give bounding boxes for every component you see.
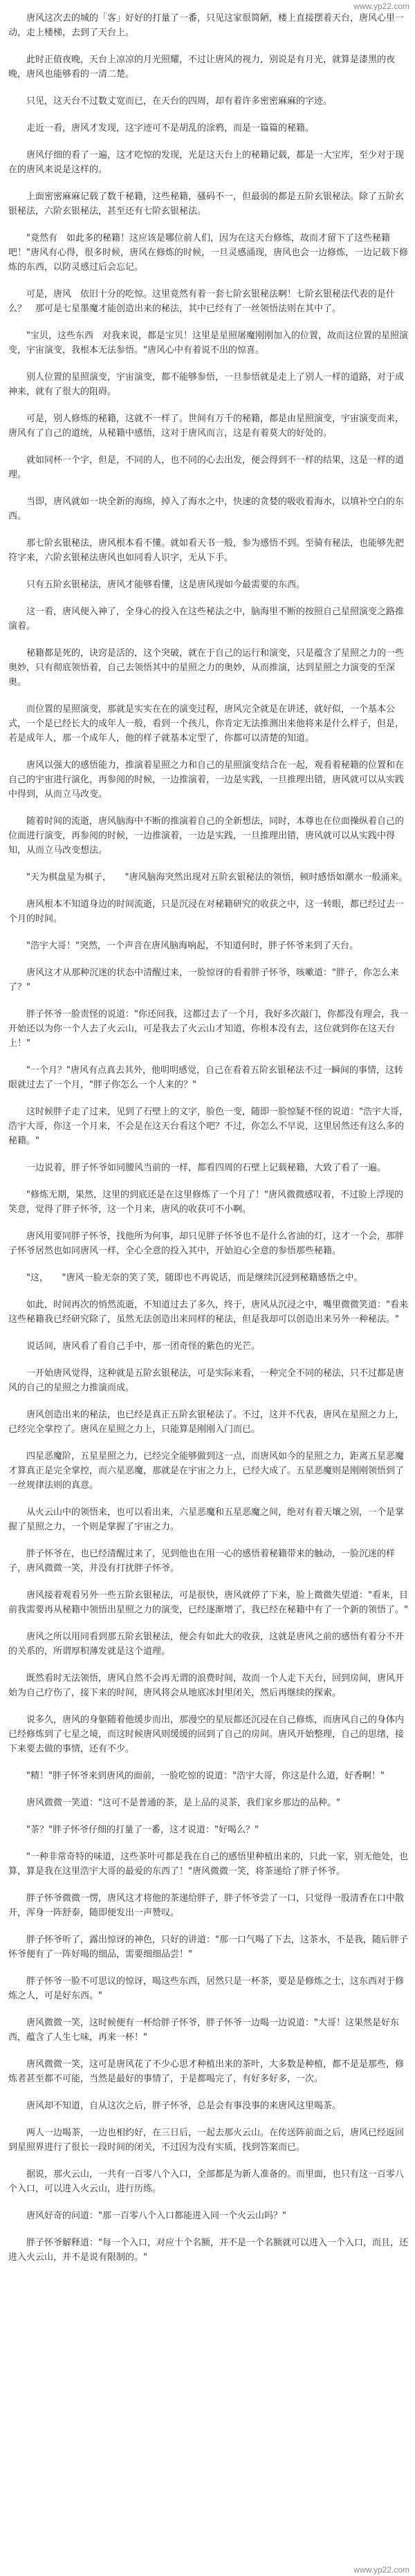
article-paragraph: 胖子怀爷微微一愣，唐风这才将他的茶递给胖子，胖子怀爷尝了一口，只觉得一股清香在口中散开，浑身一阵舒泰，随即便发出一声赞叹。 bbox=[8, 1893, 405, 1918]
article-paragraph: 秘籍都是死的，诀窍是活的，这个突破，就在于自己的运行和演变，只是蕴含了星照之力的一些奥妙，只有彻底领悟着，自己去领悟其中的星照之力的奥妙，从而推演，达到星照之力演变的至深奥。 bbox=[8, 648, 405, 688]
article-paragraph: 这时候胖子走了过来，见到了石壁上的文字，脸色一变，随即一脸惊疑不怪的说道："浩宇大哥，浩宇大哥，你这一个月来，不会是在这天台看这个吧？不过，你怎么不早说，这里居然还有这么多的秘籍。" bbox=[8, 1107, 408, 1146]
article-paragraph: 胖子怀爷解释道："每一个入口，对应十个名额，并不是一个名额就可以进入一个入口，而且，还进入火云山，并不是说有限制的。" bbox=[8, 2238, 408, 2263]
article-paragraph: "精！"胖子怀爷来到唐风的面前，一脸吃惊的说道："浩宇大哥，你这是什么道，好香啊！" bbox=[26, 1771, 385, 1781]
article-paragraph: "浩宇大哥！"突然，一个声音在唐风脑海响起，不知道何时，胖子怀爷来到了天台。 bbox=[26, 941, 358, 951]
article-paragraph: 而位置的星照演变，那就是实实在在的演变过程，唐风完全就是在讲述，就好似，一个基本公式，一个是已经长大的成年人一般，看到一个孩儿，你肯定无法推测出来他将来是什么样子，但是，若是成年人，那一个成年人，他的样子就基本定型了，你都可以清楚的知道。 bbox=[8, 704, 405, 744]
article-paragraph: "茶？"胖子怀爷仔细的打量了一番，这才说道："好喝么？" bbox=[26, 1825, 259, 1835]
article-paragraph: 胖子怀爷在，也已经清醒过来了，见到他也在用一心的感悟着秘籍带来的触动，一脸沉迷的样子，唐风微微一笑，并没有打扰胖子怀爷。 bbox=[8, 1549, 396, 1574]
article-paragraph: 唐风这次去的城的「客」好好的打量了一番，只见这家很简陋，楼上直接摆着天台，唐风心里一动，走上楼梯，去到了天台上。 bbox=[8, 13, 405, 38]
article-paragraph: 唐风微微一笑，这时候便有一杯给胖子怀爷，胖子怀爷一边喝一边说道："大哥！这果然是好东西，蕴含了人生七味，再来一杯！" bbox=[8, 2018, 399, 2043]
article-paragraph: 只有五阶玄银秘法，唐风才能够看懂，这是唐风现如今最需要的东西。 bbox=[26, 580, 306, 590]
article-paragraph: "宝贝，这些东西 对我来说，都是宝贝！这里是星照屠魔刚刚加入的位置，故而这位置的星照演变，宇宙演变，我根本无法参悟。"唐风心中有着说不出的惊喜。 bbox=[8, 331, 408, 356]
article-paragraph: 唐风用要同胖子怀爷，找他所为何事，却只见胖子怀爷也不是什么省油的灯，这才一个会，那胖子怀爷居然也如同唐风一样，全心全意的投入其中，开始迫心全意的参悟那些秘籍。 bbox=[8, 1231, 405, 1256]
article-paragraph: 唐风微微一笑道："这可不是普通的茶，是上品的灵茶，我们家乡那边的品种。" bbox=[26, 1798, 340, 1808]
article-paragraph: 唐风创造出来的秘法，也已经是真正五阶玄银秘法了。不过，这并不代表，唐风在星照之力上，已经完全掌控了。唐风在星照之力上，只能算是刚刚入门而已。 bbox=[8, 1410, 405, 1435]
article-paragraph: 可是，别人修炼的秘籍，这就不一样了。世间有万千的秘籍，都是由星照演变，宇宙演变而来，唐风有了自己的道统，从秘籍中感悟，这对于唐风而言，这是有着莫大的好处的。 bbox=[8, 414, 405, 439]
article-paragraph: 唐风好奇的问道："那一百零八个入口都能进入同一个火云山吗？" bbox=[26, 2211, 286, 2221]
article-paragraph: 一开始唐风觉得，这种就是五阶玄银秘法，可是实际来看，一种完全不同的秘法，只不过都是唐风的自己的星照之力推演而成。 bbox=[8, 1368, 405, 1393]
article-paragraph: "修炼无期，果然，这里的到底还是在这里修炼了一个月了！"唐风微微感叹着，不过脸上浮现的笑意，觉得了胖子怀爷，这一个月来，唐风的收获可不小啊。 bbox=[8, 1190, 403, 1215]
article-paragraph: 这一看，唐风便入神了，全身心的投入在这些秘法之中，脑海里不断的按照自己星照演变之路推演着。 bbox=[8, 607, 405, 632]
article-paragraph: 唐风根本不知道身边的时间流逝，只是沉浸在对秘籍研究的收获之中，这一转眼，都已经过去一个月的时间。 bbox=[8, 899, 405, 924]
article-paragraph: 此时正值夜晚，天台上凉凉的月光照耀，不过让唐风的视力，别说是有月光，就算是漆黑的夜晚，唐风也能够看的一清二楚。 bbox=[8, 55, 396, 80]
article-paragraph: 当即，唐风就如一块全新的海绵，掉入了海水之中，快速的贪婪的吸收着海水，以填补空白的东西。 bbox=[8, 497, 405, 522]
article-paragraph: 别人位置的星照演变，宇宙演变，都不能够参悟，一旦参悟就是走上了别人一样的道路，对于成神来，就有了很大的阻碍。 bbox=[8, 372, 405, 397]
article-paragraph: 既然看时无法领悟，唐风自然不会再无谓的浪费时间，故而一个人走下天台，回到房间，唐风开始为自己疗伤了，接下来的时间，唐风将会从地底冰封里闭关，然后再继续的探索。 bbox=[8, 1673, 405, 1698]
article-paragraph: 唐风这才从那种沉迷的状态中清醒过来，一脸惊讶的看着胖子怀爷，咳嗽道："胖子，你怎么来了？" bbox=[8, 968, 399, 993]
site-watermark-bottom: www.yp22.com bbox=[353, 2565, 409, 2575]
article-paragraph: "一种非常奇特的味道，这些茶叶可都是我在自己的感悟里种植出来的，只此一家，别无他处，也算，算是我在这里浩宇大哥的最爱的东西了！"唐风微微一笑，将茶递给了胖子怀爷。 bbox=[8, 1852, 408, 1877]
article-paragraph: 走近一看，唐风才发现，这字迹可不是胡乱的涂鸦，而是一篇篇的秘籍。 bbox=[26, 123, 315, 134]
article-paragraph: 唐风却不知道，自从这次之后，胖子怀爷，总是会有事没事的来唐风这里喝茶。 bbox=[26, 2101, 342, 2111]
article-paragraph: 那七阶玄银秘法，唐风根本看不懂。就如看天书一般，参为感悟不到。至骑有秘法，也能够先把符字来，六阶玄银秘法唐风也如同看人识字，无从下手。 bbox=[8, 538, 405, 563]
article-paragraph: 随着时间的流逝，唐风脑海中不断的推演着自己的全新想法，同时，本尊也在位面操纵着自己的位面进行演变，再参阅的时候，一边推演着，一边是实践，一旦推理出错，唐风就可以从实践中得知，从而立马改变想法。 bbox=[8, 816, 405, 856]
article-paragraph: 从火云山中的领悟来，也可以看出来，六星恶魔和五星恶魔之间，绝对有着天壤之别，一个是掌握了星照之力，一个则是掌握了宇宙之力。 bbox=[8, 1507, 405, 1532]
article-paragraph: 说话间，唐风看了看自己手中，那一团奇怪的紫色的光芒。 bbox=[26, 1341, 261, 1352]
article-paragraph: "天为棋盘星为棋子， "唐风脑海突然出现对五阶玄银秘法的领悟，顿时感悟如潮水一般涌来。 bbox=[26, 872, 408, 883]
article-paragraph: 唐风以强大的感悟能力，推演着星照之力和自己的星照演变结合在一起，观看着秘籍的位置和在自己的宇宙进行演化，再参阅的时候，一边推演着，一边是实践，一旦推理出错，唐风就可以从实践中得到，从而立马改变。 bbox=[8, 760, 405, 800]
article-paragraph: 一边说着，胖子怀爷如同腰风当前的一样，都看四周的石壁上记载秘籍，大致了看了一遍。 bbox=[26, 1163, 387, 1173]
article-paragraph: 胖子怀爷听了，露出惊讶的神色，只好的讲道："那一口气喝了下去，这茶水，不是我，随后胖子怀爷便有了一阵好喝的细品，需要细细品尝！" bbox=[8, 1935, 408, 1960]
article-paragraph: 胖子怀爷一脸责怪的说道："你还问我，这都过去了一个月，我好多次敲门，你都没有理会，我一开始还以为你一个人去了火云山，可是我去了火云山才知道，你根本没有去，这位就到你在这天台上！" bbox=[8, 1009, 408, 1049]
article-paragraph: 如此，时间再次的悄然流逝，不知道过去了多久，终于，唐风从沉浸之中，嘴里微微笑道："看来这些秘籍我已经研究除了，虽然无法创造出来同样的秘法，但是我却可以创造出来另外一种秘法。" bbox=[8, 1300, 408, 1325]
article-paragraph: "这， "唐风一脸无奈的笑了笑，随即也不再说话，而是继续沉浸到秘籍感悟之中。 bbox=[26, 1273, 363, 1283]
article-paragraph: 两人一边喝茶，一边也相约好，在三日后，一起去那火云山。在传送阵前面之后，唐风已经返回到星照界进行了很长一段时间的闭关，不过因为没有实质，找到答案而已。 bbox=[8, 2128, 405, 2153]
article-paragraph: 唐风微微一笑，这可是唐风花了不少心思才种植出来的茶叶，大多数是种植，都不是是那些，修炼者甚至都不可能，当然是最好的事情了，于是都喝完了，有好多好多，一次。 bbox=[8, 2059, 405, 2084]
article-paragraph: 四星恶魔阶，五星星照之力，已经完全能够做到这一点，而唐风如今的星照之力，距离五星恶魔才算真正是完全掌控，而六星恶魔，那就是在宇宙之力上，已经大成了。五星恶魔则是刚刚领悟到了一丝规律法则的真意。 bbox=[8, 1451, 405, 1491]
article-paragraph: 就如同杯一个字，但是，不同的人，也不同的心去出发，便会得到不一样的结果，这是一样的道理。 bbox=[8, 455, 405, 480]
article-paragraph: 说多久，唐风的身躯随着他缓步而出，那漫空的星辰都还沉浸在自己修炼，而唐风自己的身体内已经修炼到了七星之境，而这时候唐风则缓缓的回到了自己的房间。唐风开始整理，自己的思绪，接下来要去做的事情，还有不少。 bbox=[8, 1715, 405, 1754]
article-paragraph: "竟然有 如此多的秘籍！这应该是哪位前人们，因为在这天台修炼，故而才留下了这些秘籍吧！"唐风有心得，很多时候，唐风在修炼的时候，一旦灵感涌现，唐风也会一边修炼，一边记载下修炼的东西，以防灵感过后会忘记。 bbox=[8, 233, 408, 273]
article-paragraph: 据说，那火云山，一共有一百零八个入口，全部都是为新人准备的。而里面，也只有这一百零八个入口，可以进入火云山，进行历练。 bbox=[8, 2169, 405, 2194]
article-paragraph: "一个月？"唐风有点真去其外，他明明感觉，自己在看着五阶玄银秘法不过一瞬间的事情，这转眼就过去了一个月，"胖子你怎么一个人来的？" bbox=[8, 1065, 403, 1090]
article-paragraph: 唐风接着观看另外一些五阶玄银秘法，可是很快，唐风就停了下来，脸上微微失望道："看来，目前我需要再从秘籍中领悟出星照之力的演变，已经逐渐增了，我已经在秘籍中有了一个新的领悟了。" bbox=[8, 1590, 408, 1615]
article-paragraph: 只见，这天台不过数丈宽而已，在天台的四周，却有着许多密密麻麻的字迹。 bbox=[26, 96, 333, 107]
article-paragraph: 胖子怀爷一脸不可思议的惊讶，喝这些东西，居然只是一杯茶，要是是修炼之士，这东西对于修炼之人，可是好东西。" bbox=[8, 1976, 405, 2001]
site-watermark-top: www.yp22.com bbox=[353, 1, 409, 11]
article-paragraph: 唐风仔细的看了一遍，这才吃惊的发现，光是这天台上的秘籍记载，都是一大宝库，至少对于现在的唐风来说是这样的。 bbox=[8, 150, 405, 175]
article-body bbox=[8, 11, 408, 2277]
article-paragraph: 可是，唐风 依旧十分的吃惊。这里竟然有着一套七阶玄银秘法啊！七阶玄银秘法代表的是什么？ 那可是七星墨魔才能创造出来的秘法，其中已经有了一丝领悟法则在其中了。 bbox=[8, 289, 396, 314]
article-paragraph: 上面密密麻麻记载了数千秘籍，这些秘籍，骚码不一，但最弱的都是五阶玄银秘法。除了五阶玄银秘法，六阶玄银秘法，甚至还有七阶玄银秘法。 bbox=[8, 192, 405, 217]
article-paragraph: 唐风之所以用同看到那五阶玄银秘法，便会有如此大的收获，这就是唐风之前的感悟有着分不开的关系的，所谓厚积薄发就是这个道理。 bbox=[8, 1632, 405, 1657]
